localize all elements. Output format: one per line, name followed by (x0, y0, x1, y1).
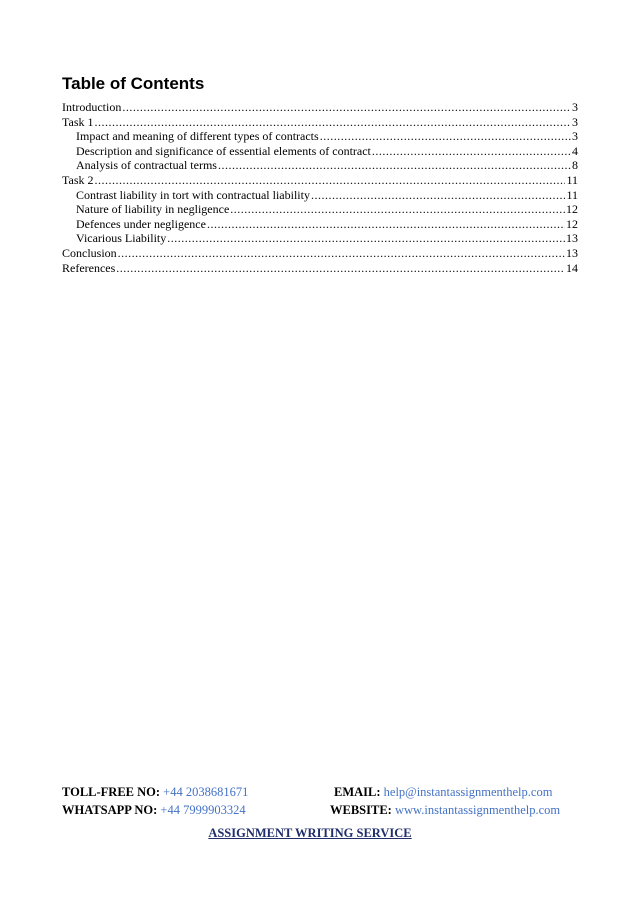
toc-entry-references[interactable] (62, 261, 578, 276)
toc-leader-dots (218, 158, 571, 173)
table-of-contents (62, 100, 578, 275)
service-link[interactable]: ASSIGNMENT WRITING SERVICE (208, 826, 412, 840)
toc-entry-page: 14 (566, 260, 578, 275)
website-link[interactable]: www.instantassignmenthelp.com (394, 803, 561, 817)
toc-entry-vicarious-liability[interactable] (62, 231, 578, 246)
email-label: EMAIL: (334, 785, 381, 799)
email-link[interactable]: help@instantassignmenthelp.com (383, 785, 553, 799)
toc-entry-page: 3 (572, 129, 578, 144)
toc-entry-task-1[interactable] (62, 115, 578, 130)
toc-entry-label: Task 1 (62, 114, 94, 129)
toc-entry-label: Impact and meaning of different types of contracts (76, 129, 319, 144)
toc-entry-page: 13 (566, 231, 578, 246)
toc-leader-dots (95, 173, 566, 188)
toc-entry-label: Introduction (62, 100, 122, 114)
toc-leader-dots (320, 129, 571, 144)
toc-entry-page: 13 (566, 245, 578, 260)
toc-leader-dots (207, 217, 565, 232)
toc-entry-conclusion[interactable] (62, 246, 578, 261)
toc-heading: Table of Contents (62, 74, 205, 93)
toc-entry-page: 3 (572, 100, 578, 114)
website-label: WEBSITE: (330, 803, 392, 817)
toc-entry-negligence-liability[interactable] (62, 202, 578, 217)
toc-entry-label: Contrast liability in tort with contractual liability (76, 187, 310, 202)
toc-entry-page: 12 (566, 216, 578, 231)
toc-leader-dots (118, 246, 565, 261)
email-contact (334, 783, 582, 801)
toc-entry-label: Vicarious Liability (76, 231, 167, 246)
toc-entry-tort-vs-contract[interactable] (62, 188, 578, 203)
toc-entry-page: 11 (566, 187, 578, 202)
toc-leader-dots (116, 261, 565, 276)
toc-entry-essential-elements[interactable] (62, 144, 578, 159)
whatsapp-number[interactable]: +44 7999903324 (160, 803, 246, 817)
toc-entry-label: References (62, 260, 116, 275)
toc-leader-dots (311, 188, 565, 203)
toc-entry-types-of-contracts[interactable] (62, 129, 578, 144)
toc-entry-page: 11 (566, 172, 578, 187)
whatsapp-label: WHATSAPP NO: (62, 803, 158, 817)
toc-leader-dots (372, 144, 571, 159)
toc-leader-dots (95, 115, 572, 130)
toc-entry-label: Nature of liability in negligence (76, 202, 230, 217)
website-contact (330, 801, 582, 819)
whatsapp-contact (62, 801, 334, 819)
toc-entry-label: Conclusion (62, 245, 117, 260)
tollfree-number[interactable]: +44 2038681671 (163, 785, 249, 799)
toc-entry-page: 8 (572, 158, 578, 173)
toc-leader-dots (230, 202, 565, 217)
toc-entry-label: Analysis of contractual terms (76, 158, 217, 173)
toc-entry-label: Task 2 (62, 172, 94, 187)
toc-entry-contractual-terms[interactable] (62, 158, 578, 173)
toc-entry-defences[interactable] (62, 217, 578, 232)
toc-leader-dots (167, 231, 565, 246)
toc-leader-dots (122, 100, 571, 115)
contact-footer (62, 783, 582, 819)
toc-entry-task-2[interactable] (62, 173, 578, 188)
toc-entry-page: 3 (572, 114, 578, 129)
tollfree-label: TOLL-FREE NO: (62, 785, 161, 799)
toc-entry-label: Defences under negligence (76, 216, 206, 231)
tollfree-contact (62, 783, 334, 801)
toc-entry-introduction[interactable] (62, 100, 578, 115)
toc-entry-label: Description and significance of essential elements of contract (76, 143, 371, 158)
toc-entry-page: 4 (572, 143, 578, 158)
toc-entry-page: 12 (566, 202, 578, 217)
